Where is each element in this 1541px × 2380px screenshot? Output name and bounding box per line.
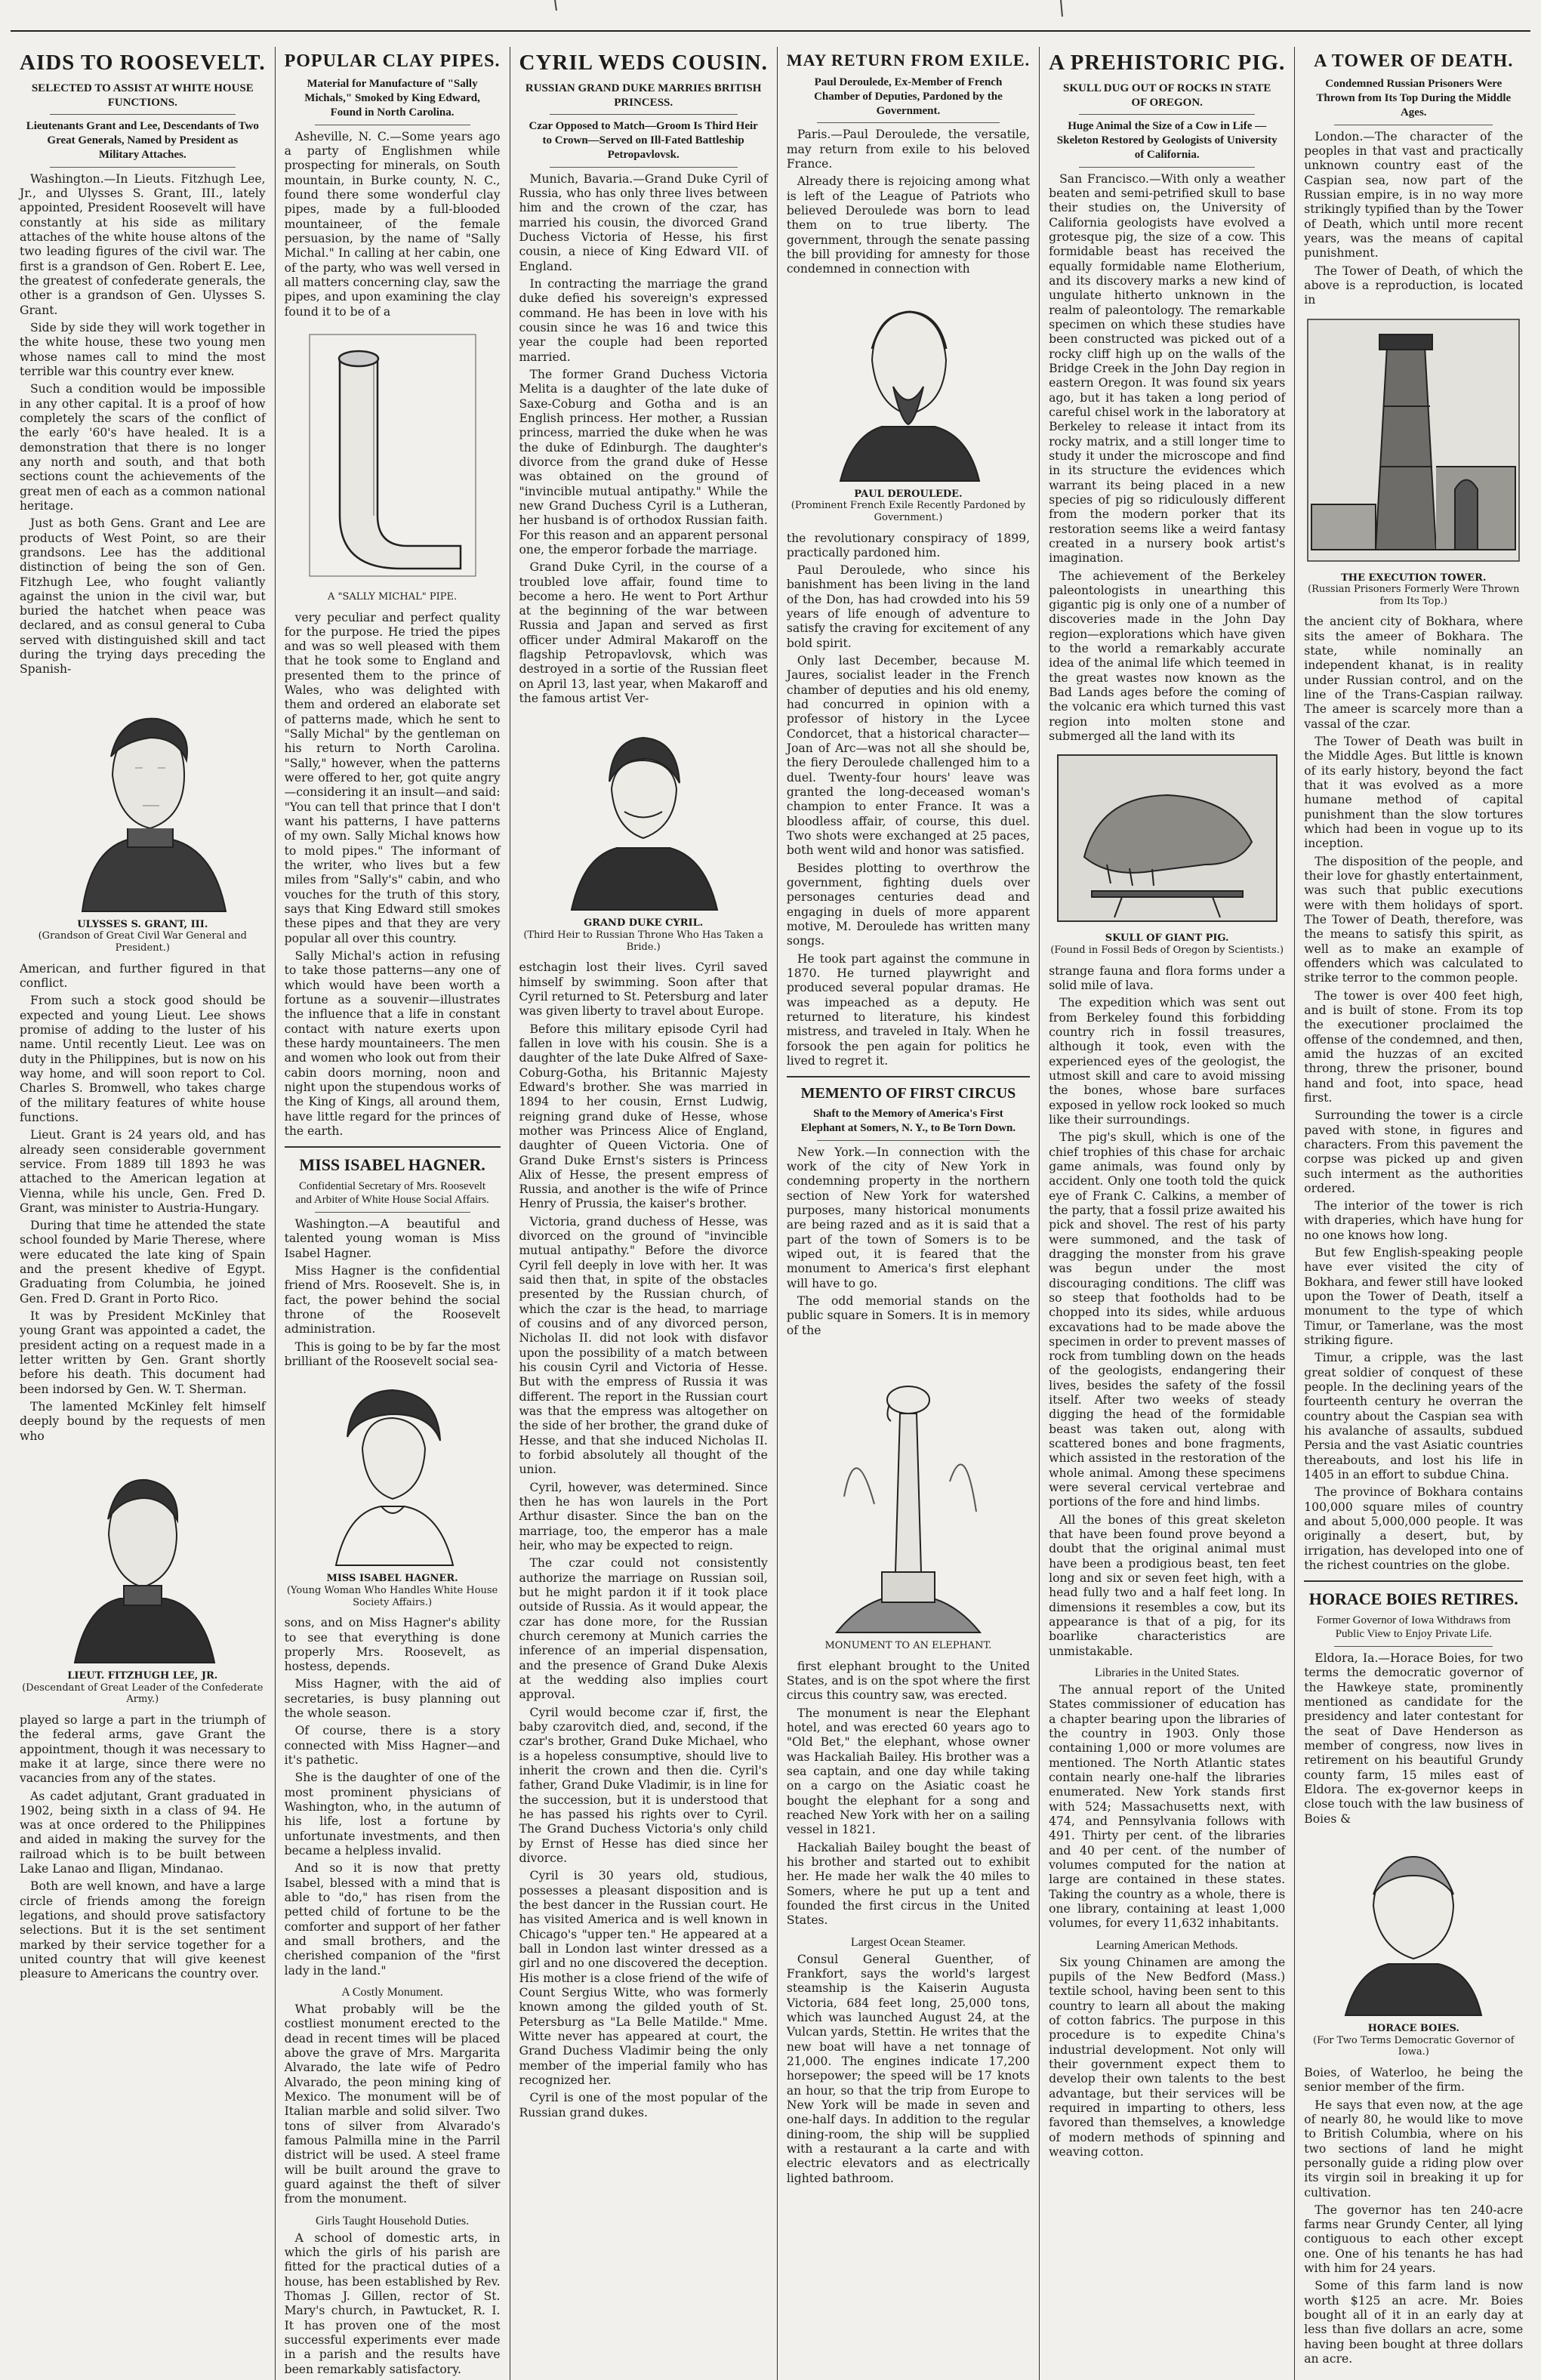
headline-aids-to-roosevelt: AIDS TO ROOSEVELT.: [20, 51, 266, 75]
portrait-grant-illustration: [29, 685, 256, 911]
divider: [50, 167, 236, 168]
deck-pig-2: Huge Animal the Size of a Cow in Life — Skeleton Restored by Geologists of University of California.: [1056, 120, 1277, 161]
caption-grant-desc: (Grandson of Great Civil War General and President.): [38, 930, 247, 954]
divider: [550, 167, 738, 168]
portrait-deroulede-illustration: [818, 285, 999, 481]
boies-paragraph: Some of this farm land is now worth $125 an acre. Mr. Boies bought all of it in an early day at less than five dollars an acre, some having been bought at three dollars an acre.: [1304, 2279, 1524, 2366]
caption-pipe: A "SALLY MICHAL" PIPE.: [328, 590, 458, 603]
clay-paragraph: very peculiar and perfect quality for the purpose. He tried the pipes and was so well pleased with them that he took some to England and presented them to the prince of Wales, who was delighted with them and ordered an elaborate set of patterns made, which he sent to "Sally Michal" by the gentleman on his return to North Carolina. "Sally," however, when the patterns were offered to her, got quite angry—considering it an insult—and said: "You can tell that prince that I don't want his patterns, I have patterns of my own. Sally Michal knows how to mold pipes." The informant of the writer, who lives but a few miles from "Sally's" cabin, and who vouches for the truth of this story, says that King Edward still smokes these pipes and that they are very popular all over this country.: [284, 610, 501, 945]
caption-hagner: [285, 1573, 501, 1608]
roosevelt-paragraph: American, and further figured in that conflict.: [20, 961, 266, 990]
roosevelt-paragraph: From such a stock good should be expected and young Lieut. Lee shows promise of adding to the luster of his name. Until recently Lieut. Lee was on duty in the Philippines, but is now on his way home, and will soon report to Col. Charles S. Bromwell, who takes charge of the military features of white house functions.: [20, 994, 266, 1124]
tower-paragraph: London.—The character of the peoples in that vast and practically unknown country east of the Caspian sea, now part of the Russian empire, is in no way more strikingly typified than by the Tower of Death, which until more recent years, was the means of capital punishment.: [1304, 129, 1524, 261]
caption-cyril: [519, 917, 768, 953]
caption-hagner-desc: (Young Woman Who Handles White House Society Affairs.): [286, 1584, 498, 1608]
boies-paragraph: He says that even now, at the age of nearly 80, he would like to move to British Columbia, where on his two sections of land he might personally guide a riding plow over its virgin soil in breaking it up for cultivation.: [1304, 2098, 1524, 2200]
newspaper-page: [11, 47, 1530, 2376]
headline-learning-methods: Learning American Methods.: [1096, 1938, 1238, 1952]
roosevelt-paragraph: Just as both Gens. Grant and Lee are products of West Point, so are their grandsons. Lee has the additional distinction of being the son of Gen. Fitzhugh Lee, who fought valiantly against the union in the civil war, but buried the hatchet when peace was declared, and as consul general to Cuba served with distinguished skill and tact during the trying days preceding the Spanish-: [20, 516, 266, 677]
cyril-paragraph: Before this military episode Cyril had fallen in love with his cousin. She is a daughter of the late Duke Alfred of Saxe-Coburg-Gotha, his Britannic Majesty Edward's brother. She was married in 1894 to her cousin, Ernst Ludwig, reigning grand duke of Hesse, whose mother was Princess Alice of England, daughter of Queen Victoria. One of Grand Duke Ernst's sisters is Princess Alix of Hesse, the present empress of Russia, and another is the wife of Prince Henry of Prussia, the kaiser's brother.: [519, 1022, 768, 1211]
tower-paragraph: Surrounding the tower is a circle paved with stone, in figures and characters. From this pavement the corpse was picked up and given such interment as the authorities ordered.: [1304, 1108, 1524, 1195]
divider: [817, 1140, 1000, 1141]
cyril-paragraph: Cyril, however, was determined. Since then he has won laurels in the Port Arthur disaster. Since the ban on the marriage, too, the emperor has a male heir, who may be expected to reign.: [519, 1480, 768, 1553]
pig-paragraph: The achievement of the Berkeley paleontologists in unearthing this gigantic pig is only one of a number of discoveries made in the John Day region—explorations which have given to the world a remarkably accurate idea of the animal life which teemed in the great wastes now known as the Bad Lands ages before the coming of the volcanic era which turned this vast region into molten stone and submerged all the land with its: [1049, 569, 1286, 744]
deck-circus: Shaft to the Memory of America's First Elephant at Somers, N. Y., to Be Torn Down.: [800, 1108, 1016, 1135]
cyril-paragraph: The former Grand Duchess Victoria Melita is a daughter of the late duke of Saxe-Coburg and Gotha and is an English princess. Her mother, a Russian princess, married the duke when he was the duke of Edinburgh. The daughter's divorce from the grand duke of Hesse was obtained on the ground of "invincible mutual antipathy." While the new Grand Duchess Cyril is a Lutheran, her husband is of orthodox Russian faith. For this reason and an apparent personal one, the emperor forbade the marriage.: [519, 367, 768, 556]
clay-paragraph: Asheville, N. C.—Some years ago a party of Englishmen while prospecting for minerals, on South mountain, in Burke county, N. C., found there some wonderful clay pipes, made by a full-blooded mountaineer, of the female persuasion, by the name of "Sally Michal." In calling at her cabin, one of the party, who was well versed in all matters concerning clay, saw the pipes, and upon examining the clay found it to be of a: [284, 129, 501, 319]
caption-deroulede-desc: (Prominent French Exile Recently Pardoned by Government.): [791, 500, 1026, 523]
caption-boies: [1304, 2023, 1523, 2058]
headline-may-return-from-exile: MAY RETURN FROM EXILE.: [786, 51, 1031, 69]
divider: [285, 1146, 501, 1148]
caption-hagner-name: MISS ISABEL HAGNER.: [326, 1573, 458, 1585]
boies-paragraph: The governor has ten 240-acre farms near Grundy Center, all lying contiguous to each other except one. One of his tenants he has had with him for 24 years.: [1304, 2203, 1524, 2276]
headline-prehistoric-pig: A PREHISTORIC PIG.: [1049, 51, 1286, 75]
headline-tower-of-death: A TOWER OF DEATH.: [1314, 51, 1514, 71]
circus-paragraph: The monument is near the Elephant hotel, and was erected 60 years ago to "Old Bet," the elephant, whose owner was Hackaliah Bailey. His brother was a sea captain, and one day while taking on a cargo on the Asiatic coast he bought the elephant for a song and reached New York with her on a sailing vessel in 1821.: [786, 1706, 1031, 1837]
hagner-paragraph: And so it is now that pretty Isabel, blessed with a mind that is able to "do," has risen from the petted child of fortune to be the comforter and support of her father and small brothers, and the cherished companion of the "first lady in the land.": [284, 1861, 501, 1978]
tower-paragraph: Timur, a cripple, was the last great soldier of conquest of these people. In the declining years of the fourteenth century he overran the country about the Caspian sea with his avalanche of assaults, subdued Persia and the vast Asiatic countries thereabouts, and lost his life in 1405 in an effort to subdue China.: [1304, 1351, 1524, 1482]
cyril-paragraph: estchagin lost their lives. Cyril saved himself by swimming. Soon after that Cyril returned to St. Petersburg and later was given liberty to travel about Europe.: [519, 960, 768, 1019]
roosevelt-paragraph: Both are well known, and have a large circle of friends among the foreign legations, and should prove satisfactory selections. But it is the set sentiment marked by their service together for a united country that will give keenest pleasure to Americans the country over.: [20, 1879, 266, 1981]
divider: [50, 114, 236, 115]
headline-costly-monument: A Costly Monument.: [341, 1986, 443, 1999]
deck-cyril-1: RUSSIAN GRAND DUKE MARRIES BRITISH PRINCESS.: [525, 82, 762, 109]
divider: [1079, 114, 1255, 115]
column-1: [11, 47, 276, 2380]
divider: [817, 122, 1000, 123]
roosevelt-paragraph: played so large a part in the triumph of the federal arms, gave Grant the appointment, though it was necessary to make it at large, since there were no vacancies from any of the states.: [20, 1713, 266, 1786]
deck-pig-1: SKULL DUG OUT OF ROCKS IN STATE OF OREGON.: [1063, 82, 1271, 109]
exile-paragraph: Paris.—Paul Deroulede, the versatile, may return from exile to his beloved France.: [786, 128, 1031, 171]
caption-tower-name: THE EXECUTION TOWER.: [1341, 572, 1487, 584]
circus-paragraph: The odd memorial stands on the public square in Somers. It is in memory of the: [786, 1294, 1031, 1337]
column-5: [1040, 47, 1295, 2380]
caption-tower: [1304, 572, 1523, 608]
divider: [550, 114, 738, 115]
caption-boies-desc: (For Two Terms Democratic Governor of Iowa.): [1313, 2034, 1515, 2058]
roosevelt-paragraph: As cadet adjutant, Grant graduated in 1902, being sixth in a class of 94. He was at once ordered to the Philippines and aided in making the survey for the railroad which is to be built between Lake Lanao and Iligan, Mindanao.: [20, 1789, 266, 1876]
steamer-paragraph: Consul General Guenther, of Frankfort, says the world's largest steamship is the Kaiserin Augusta Victoria, 684 feet long, 25,000 tons, which was launched August 24, at the Vulcan yards, Stettin. He writes that the new boat will have a net tonnage of 21,000. The engines indicate 17,200 horsepower; the speed will be 17 knots an hour, so that the trip from Europe to New York will be made in seven and one-half days. In addition to the regular dining-room, the ship will be supplied with a restaurant a la carte and with electric elevators and as electrically lighted bathroom.: [786, 1952, 1031, 2185]
roosevelt-paragraph: Lieut. Grant is 24 years old, and has already seen considerable government service. From 1889 till 1893 he was attached to the American legation at Vienna, while his uncle, Gen. Fred D. Grant, was minister to Austria-Hungary.: [20, 1128, 266, 1215]
clay-paragraph: Sally Michal's action in refusing to take those patterns—any one of which would have been worth a fortune as a souvenir—illustrates the influence that a life in constant contact with nature exerts upon these hardy mountaineers. The men and women who look out from their cabin doors morning, noon and night upon the stupendous works of the King of Kings, all around them, have little regard for the princes of the earth.: [284, 949, 501, 1138]
cyril-paragraph: In contracting the marriage the grand duke defied his sovereign's expressed command. He has been in love with his cousin since he was 16 and twice this year the couple had been reported married.: [519, 276, 768, 364]
roosevelt-paragraph: Side by side they will work together in the white house, these two young men whose names call to mind the most terrible war this country ever knew.: [20, 320, 266, 378]
cyril-paragraph: Cyril would become czar if, first, the baby czarovitch died, and, second, if the czar's brother, Grand Duke Michael, who is a hopeless consumptive, should live to inherit the crown and then die. Cyril's father, Grand Duke Vladimir, is in line for the succession, but it is understood that he has passed his rights over to Cyril. The Grand Duchess Victoria's only child by Ernst of Hesse has died since her divorce.: [519, 1705, 768, 1865]
caption-elephant: MONUMENT TO AN ELEPHANT.: [824, 1640, 992, 1652]
portrait-lee-illustration: [45, 1451, 241, 1663]
tower-paragraph: The Tower of Death, of which the above is a reproduction, is located in: [1304, 264, 1524, 307]
exile-paragraph: Besides plotting to overthrow the government, fighting duels over personages centuries dead and engaging in duels of more apparent motive, M. Deroulede has written many songs.: [786, 861, 1031, 948]
roosevelt-paragraph: Such a condition would be impossible in any other capital. It is a proof of how completely the scars of the conflict of the early '60's have healed. It is a demonstration that there is no longer any north and south, and that both sections count the achievements of the great men of each as a common national heritage.: [20, 382, 266, 513]
execution-tower-illustration: [1304, 316, 1523, 565]
deck-boies: Former Governor of Iowa Withdraws from Public View to Enjoy Private Life.: [1316, 1614, 1511, 1641]
tower-paragraph: the ancient city of Bokhara, where sits the ameer of Bokhara. The state, while nominally an independent khanat, is in reality under Russian control, and on the line of the Trans-Caspian railway. The ameer is scarcely more than a vassal of the czar.: [1304, 615, 1524, 731]
cyril-paragraph: Victoria, grand duchess of Hesse, was divorced on the ground of "invincible mutual antipathy." Before the divorce Cyril fell deeply in love with her. It was said then that, in spite of the obstacles presented by the Russian church, of which the czar is the head, to marriage of cousins and of any divorced person, Nicholas II. did not look with disfavor upon the possibility of a match between his cousin Cyril and Victoria of Hesse. But with the empress of Russia it was different. The report in the Russian court was that the empress was altogether on the side of her brother, the grand duke of Hesse, and that she induced Nicholas II. to forbid absolutely all thought of the union.: [519, 1214, 768, 1477]
portrait-hagner-illustration: [306, 1377, 479, 1565]
tower-paragraph: The interior of the tower is rich with draperies, which have hung for no one knows how long.: [1304, 1199, 1524, 1242]
caption-lee-desc: (Descendant of Great Leader of the Confederate Army.): [22, 1682, 264, 1706]
column-3: [510, 47, 778, 2380]
divider: [1334, 1646, 1493, 1647]
caption-deroulede: [787, 489, 1030, 524]
hagner-paragraph: This is going to be by far the most brilliant of the Roosevelt social sea-: [284, 1340, 501, 1369]
elephant-monument-illustration: [821, 1346, 995, 1632]
portrait-cyril-illustration: [545, 714, 741, 910]
caption-cyril-name: GRAND DUKE CYRIL.: [584, 917, 704, 929]
roosevelt-paragraph: Washington.—In Lieuts. Fitzhugh Lee, Jr., and Ulysses S. Grant, III., lately appointed, President Roosevelt will have constantly at his side as military attaches of the white house altons of the two leading figures of the civil war. The first is a grandson of Gen. Robert E. Lee, the greatest of confederate generals, the other is a grandson of Gen. Ulysses S. Grant.: [20, 171, 266, 317]
caption-tower-desc: (Russian Prisoners Formerly Were Thrown from Its Top.): [1308, 584, 1520, 607]
caption-lee: [20, 1670, 266, 1706]
divider: [315, 1212, 470, 1213]
hagner-paragraph: Miss Hagner is the confidential friend of Mrs. Roosevelt. She is, in fact, the power behind the social throne of the Roosevelt administration.: [284, 1264, 501, 1336]
roosevelt-paragraph: It was by President McKinley that young Grant was appointed a cadet, the president acting on a request made in a letter written by Gen. Grant shortly before his death. This document had been indorsed by Gen. W. T. Sherman.: [20, 1309, 266, 1396]
headline-popular-clay-pipes: POPULAR CLAY PIPES.: [284, 51, 501, 71]
corner-marks: [0, 0, 1541, 30]
pig-paragraph: The pig's skull, which is one of the chief trophies of this chase for archaic game animals, was found only by accident. Only one tooth told the quick eye of Frank C. Calkins, a member of the party, that a fossil prize awaited his pick and shovel. The rest of his party were summoned, and the task of dragging the monster from his grave was begun under the most discouraging conditions. The cliff was so steep that footholds had to be chopped into its sides, while arduous excavations had to be made above the specimen in order to prevent masses of rock from tumbling down on the heads of the geologists, endangering their lives, besides the safety of the fossil itself. After two weeks of steady digging the head of the formidable beast was taken out, along with scattered bones and bone fragments, which assisted in the restoration of the whole animal. Among these specimens were several cervical vertebrae and portions of the fore and hind limbs.: [1049, 1130, 1286, 1509]
methods-paragraph: Six young Chinamen are among the pupils of the New Bedford (Mass.) textile school, having been sent to this country to learn all about the making of cotton fabrics. The purpose in this procedure is to expedite China's industrial development. Not only will their government expect them to develop their own talents to the best advantage, but their services will be required in imparting to others, less favored than themselves, a knowledge of modern methods of spinning and weaving cotton.: [1049, 1955, 1286, 2159]
libraries-paragraph: The annual report of the United States commissioner of education has a chapter bearing upon the libraries of the country in 1903. Only those containing 1,000 or more volumes are mentioned. The North Atlantic states contain nearly one-half the libraries enumerated. New York stands first with 524; Massachusetts next, with 474, and Pennsylvania follows with 491. Thirty per cent. of the libraries and 40 per cent. of the number of volumes computed for the nation at large are contained in these states. Taking the country as a whole, there is one library, containing at least 1,000 volumes, for every 11,632 inhabitants.: [1049, 1683, 1286, 1931]
headline-libraries: Libraries in the United States.: [1094, 1666, 1240, 1680]
caption-pig-name: SKULL OF GIANT PIG.: [1105, 933, 1229, 945]
exile-paragraph: the revolutionary conspiracy of 1899, practically pardoned him.: [786, 531, 1031, 560]
circus-paragraph: Hackaliah Bailey bought the beast of his brother and started out to exhibit her. He made her walk the 40 miles to Somers, where he put up a tent and founded the first circus in the United States.: [786, 1840, 1031, 1928]
headline-horace-boies-retires: HORACE BOIES RETIRES.: [1308, 1589, 1518, 1609]
caption-grant-name: ULYSSES S. GRANT, III.: [77, 918, 208, 930]
deck-hagner: Confidential Secretary of Mrs. Roosevelt and Arbiter of White House Social Affairs.: [295, 1179, 489, 1207]
hagner-paragraph: She is the daughter of one of the most prominent physicians of Washington, who, in the autumn of his life, lost a fortune by unfortunate investments, and then became a helpless invalid.: [284, 1771, 501, 1858]
deck-tower: Condemned Russian Prisoners Were Thrown from Its Top During the Middle Ages.: [1316, 78, 1512, 119]
caption-boies-name: HORACE BOIES.: [1367, 2023, 1459, 2035]
pig-paragraph: San Francisco.—With only a weather beaten and semi-petrified skull to base their studies on, the University of California geologists have evolved a grotesque pig, the size of a cow. This formidable beast has received the equally formidable name Elotherium, and its discovery marks a new kind of ungulate hitherto unknown in the realm of paleontology. The remarkable specimen on which these studies have been constructed was picked out of a rocky cliff high up on the walls of the Bridge Creek in the John Day region in eastern Oregon. It was found six years ago, but it has taken a long period of careful chisel work in the laboratory at Berkeley to release it intact from its rocky matrix, and a still longer time to study it under the microscope and find in its structure the evidences which warrant its being placed in a new species of pig so ridiculously different from the modern porker that its restoration seems like a weird fantasy created in a nursery book artist's imagination.: [1049, 171, 1286, 566]
girls-paragraph: A school of domestic arts, in which the girls of his parish are fitted for the practical duties of a house, has been established by Rev. Thomas J. Gillen, rector of St. Mary's church, in Pawtucket, R. I. It has proven one of the most successful experiments ever made in a parish and the results have been remarkably satisfactory.: [284, 2230, 501, 2376]
caption-pig-desc: (Found in Fossil Beds of Oregon by Scientists.): [1050, 945, 1284, 957]
headline-miss-isabel-hagner: MISS ISABEL HAGNER.: [299, 1155, 485, 1175]
deck-roosevelt-1: SELECTED TO ASSIST AT WHITE HOUSE FUNCTIONS.: [31, 82, 254, 109]
tower-paragraph: The tower is over 400 feet high, and is built of stone. From its top the executioner proclaimed the offense of the condemned, and then, amid the huzzas of an excited throng, threw the prisoner, bound hand and foot, into space, head first.: [1304, 988, 1524, 1105]
hagner-paragraph: Miss Hagner, with the aid of secretaries, is busy planning out the whole season.: [284, 1677, 501, 1721]
deck-cyril-2: Czar Opposed to Match—Groom Is Third Heir to Crown—Served on Ill-Fated Battleship Petropavlovsk.: [529, 120, 758, 161]
headline-girls-household: Girls Taught Household Duties.: [316, 2214, 470, 2227]
cyril-paragraph: Cyril is 30 years old, studious, possesses a pleasant disposition and is the best dancer in the Russian court. He has visited America and is well known in Chicago's "upper ten." He appeared at a ball in London last winter dressed as a girl and no one discovered the deception. His mother is a close friend of the wife of Count Sergius Witte, who was formerly known among the gilded youth of St. Petersburg as "La Belle Matilde." Mme. Witte never has appeared at court, the Grand Duchess Vladimir being the only member of the imperial family who has recognized her.: [519, 1869, 768, 2087]
tower-paragraph: The Tower of Death was built in the Middle Ages. But little is known of its early history, beyond the fact that it was evolved as a more humane method of capital punishment than the slow tortures which had been in vogue up to its inception.: [1304, 734, 1524, 851]
circus-paragraph: New York.—In connection with the work of the city of New York in condemning property in the northern section of New York for watershed purposes, many historical monuments are being razed and as it is said that a part of the town of Somers is to be wiped out, it is feared that the monument to America's first elephant will have to go.: [786, 1145, 1031, 1290]
caption-deroulede-name: PAUL DEROULEDE.: [854, 488, 963, 500]
boies-paragraph: Eldora, Ia.—Horace Boies, for two terms the democratic governor of the Hawkeye state, prominently mentioned as candidate for the presidency and later contestant for the seat of Dave Henderson as member of congress, now lives in retirement on his beautiful Grundy county farm, 15 miles east of Eldora. The ex-governor keeps in close touch with the law business of Boies &: [1304, 1651, 1524, 1826]
headline-memento-first-circus: MEMENTO OF FIRST CIRCUS: [800, 1085, 1016, 1102]
roosevelt-paragraph: The lamented McKinley felt himself deeply bound by the requests of men who: [20, 1400, 266, 1443]
hagner-paragraph: Of course, there is a story connected with Miss Hagner—and it's pathetic.: [284, 1724, 501, 1768]
cyril-paragraph: Munich, Bavaria.—Grand Duke Cyril of Russia, who has only three lives between him and the crown of the czar, has married his cousin, the divorced Grand Duchess Victoria of Hesse, his first cousin, a niece of King Edward VII. of England.: [519, 171, 768, 273]
caption-pig-skull: [1049, 933, 1285, 956]
deck-roosevelt-2: Lieutenants Grant and Lee, Descendants of Two Great Generals, Named by President as Military Attaches.: [26, 120, 259, 161]
roosevelt-paragraph: During that time he attended the state school founded by Marie Therese, where were educated the late king of Spain and the present khedive of Egypt. Graduating from Columbia, he joined Gen. Fred D. Grant in Porto Rico.: [20, 1219, 266, 1306]
cyril-paragraph: Grand Duke Cyril, in the course of a troubled love affair, found time to become a hero. He went to Port Arthur at the beginning of the war between Russia and Japan and served as first officer under Admiral Makaroff on the flagship Petropavlovsk, which was destroyed in a sortie of the Russian fleet on April 13, last year, when Makaroff and the famous artist Ver-: [519, 560, 768, 706]
masthead-rule: [11, 30, 1530, 32]
column-6: [1295, 47, 1532, 2380]
portrait-boies-illustration: [1327, 1834, 1500, 2015]
caption-grant: [20, 919, 266, 954]
circus-paragraph: first elephant brought to the United States, and is on the spot where the first circus this country saw, was erected.: [786, 1659, 1031, 1703]
pig-paragraph: The expedition which was sent out from Berkeley found this forbidding country rich in fossil treasures, although it took, even with the experienced eyes of the geologist, the utmost skill and care to avoid missing the bones, whose bare surfaces exposed in yellow rock looked so much like their surroundings.: [1049, 996, 1286, 1127]
caption-cyril-desc: (Third Heir to Russian Throne Who Has Taken a Bride.): [523, 929, 763, 953]
divider: [1079, 167, 1255, 168]
boies-paragraph: Boies, of Waterloo, he being the senior member of the firm.: [1304, 2065, 1524, 2095]
exile-paragraph: Paul Deroulede, who since his banishment has been living in the land of the Don, has had crowded into his 59 years of life enough of adventure to satisfy the craving for excitement of any bold spirit.: [786, 563, 1031, 650]
exile-paragraph: He took part against the commune in 1870. He turned playwright and produced several popular dramas. He was impeached as a deputy. He returned to literature, his kindest mistress, and traveled in Italy. When he forsook the pen again for politics he lived to regret it.: [786, 951, 1031, 1068]
exile-paragraph: Only last December, because M. Jaures, socialist leader in the French chamber of deputies and his old enemy, had concurred in opinion with a professor of history in the Lycee Condorcet, that a historical character—Joan of Arc—was not all she should be, the fiery Deroulede challenged him to a duel. Twenty-four hours' leave was granted the long-deceased woman's champion to enter France. It was a bloodless affair, of course, this duel. Two shots were exchanged at 25 paces, both went wild and honor was satisfied.: [786, 654, 1031, 858]
cyril-paragraph: The czar could not consistently authorize the marriage on Russian soil, but he might pardon it if it took place outside of Russia. As it would appear, the czar has done more, for the Russian church ceremony at Munich carries the inference of an imperial dispensation, and the presence of Grand Duke Alexis at the wedding also implies court approval.: [519, 1556, 768, 1702]
pipe-illustration: [294, 327, 491, 584]
exile-paragraph: Already there is rejoicing among what is left of the League of Patriots who believed Deroulede was born to lead them on to true liberty. The government, through the senate passing the bill providing for amnesty for those condemned in connection with: [786, 174, 1031, 276]
hagner-paragraph: sons, and on Miss Hagner's ability to see that everything is done properly Mrs. Roosevelt, as hostess, depends.: [284, 1616, 501, 1674]
column-4: [778, 47, 1040, 2380]
divider: [1304, 1580, 1523, 1582]
tower-paragraph: The province of Bokhara contains 100,000 square miles of country and about 5,000,000 people. It was originally a desert, but, by irrigation, has developed into one of the richest countries on the globe.: [1304, 1485, 1524, 1573]
hagner-paragraph: Washington.—A beautiful and talented young woman is Miss Isabel Hagner.: [284, 1217, 501, 1260]
tower-paragraph: The disposition of the people, and their love for ghastly entertainment, was such that public executions were with them holidays of sport. The Tower of Death, therefore, was the means to satisfy this spirit, as well as to make an example of offenders which was calculated to strike terror to the common people.: [1304, 854, 1524, 985]
pig-paragraph: All the bones of this great skeleton that have been found prove beyond a doubt that the original animal must have been a prodigious beast, ten feet long and six or seven feet high, with a head fully two and a half feet long. In dimensions it resembles a cow, but its appearance is that of a pig, for its boarlike characteristics are unmistakable.: [1049, 1512, 1286, 1658]
pig-paragraph: strange fauna and flora forms under a solid mile of lava.: [1049, 963, 1286, 992]
cyril-paragraph: Cyril is one of the most popular of the Russian grand dukes.: [519, 2091, 768, 2119]
divider: [787, 1076, 1030, 1077]
tower-paragraph: But few English-speaking people have ever visited the city of Bokhara, and fewer still have looked upon the Tower of Death, itself a monument to the type of which Timur, or Tamerlane, was the most striking figure.: [1304, 1246, 1524, 1348]
deck-exile: Paul Deroulede, Ex-Member of French Chamber of Deputies, Pardoned by the Government.: [814, 76, 1003, 117]
monument-paragraph: What probably will be the costliest monument erected to the dead in recent times will be placed above the grave of Mrs. Margarita Alvarado, the late wife of Pedro Alvarado, the peon mining king of Mexico. The monument will be of Italian marble and solid silver. Two tons of silver from Alvarado's famous Palmilla mine in the Parril district will be used. A steel frame will be built around the grave to guard against the theft of silver from the monument.: [284, 2002, 501, 2206]
column-2: [276, 47, 510, 2380]
caption-lee-name: LIEUT. FITZHUGH LEE, JR.: [67, 1670, 218, 1682]
deck-clay: Material for Manufacture of "Sally Michals," Smoked by King Edward, Found in North Carolina.: [304, 78, 480, 119]
pig-skull-illustration: [1054, 751, 1281, 925]
headline-cyril-weds-cousin: CYRIL WEDS COUSIN.: [519, 51, 768, 75]
headline-largest-steamer: Largest Ocean Steamer.: [850, 1935, 966, 1949]
